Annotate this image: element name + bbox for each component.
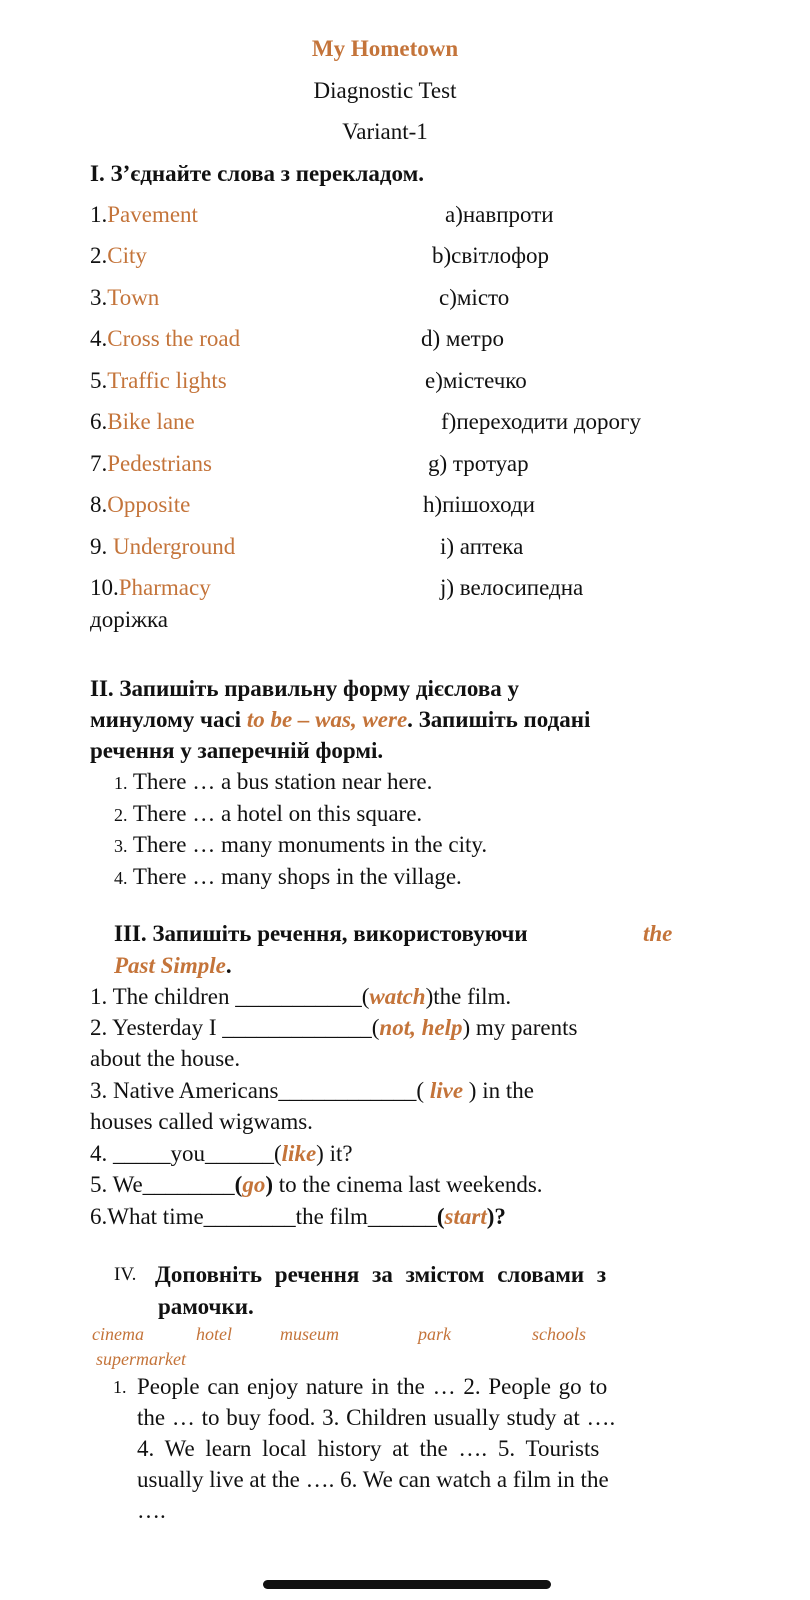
section-3-heading-line1: III. Запишіть речення, використовуючи <box>114 921 528 946</box>
word-item: 5.Traffic lights <box>90 368 227 393</box>
translation-item: h)пішоходи <box>423 492 535 517</box>
word-box-item: supermarket <box>96 1349 186 1369</box>
word-item: 2.City <box>90 243 147 268</box>
word-item: 3.Town <box>90 285 160 310</box>
exercise-sentence: 6.What time________the film______(start)? <box>90 1204 506 1229</box>
section-3-heading-em: the <box>643 921 673 946</box>
exercise-sentence: 1. The children ___________(watch)the film. <box>90 984 512 1009</box>
word-box-item: hotel <box>196 1324 232 1344</box>
paragraph-number: 1. <box>113 1377 127 1397</box>
translation-wrap: доріжка <box>90 607 169 632</box>
section-4-number: IV. <box>114 1264 137 1285</box>
word-item: 9. Underground <box>90 534 236 559</box>
word-item: 1.Pavement <box>90 202 198 227</box>
translation-item: e)містечко <box>425 368 527 393</box>
word-item: 6.Bike lane <box>90 409 195 434</box>
paragraph-line: the … to buy food. 3. Children usually study at …. <box>137 1405 616 1430</box>
exercise-sentence: 3. Native Americans____________( live ) in the <box>90 1078 534 1103</box>
word-box-item: museum <box>280 1324 339 1344</box>
exercise-sentence: 4. _____you______(like) it? <box>90 1141 353 1166</box>
paragraph-line: 4. We learn local history at the …. 5. Tourists <box>137 1436 600 1461</box>
word-item: 10.Pharmacy <box>90 575 211 600</box>
paragraph-line: People can enjoy nature in the … 2. People go to <box>137 1374 608 1399</box>
word-box-item: park <box>418 1324 451 1344</box>
word-item: 7.Pedestrians <box>90 451 213 476</box>
document-title: My Hometown <box>311 36 459 61</box>
word-box-item: cinema <box>92 1324 144 1344</box>
exercise-sentence: 5. We________(go) to the cinema last weekends. <box>90 1172 543 1197</box>
variant-label: Variant-1 <box>342 119 428 144</box>
section-4-heading-line1: Доповніть речення за змістом словами з <box>155 1262 607 1287</box>
list-item: 2. There … a hotel on this square. <box>114 801 423 826</box>
section-3-heading-line2: Past Simple. <box>114 953 232 978</box>
word-item: 8.Opposite <box>90 492 191 517</box>
word-item: 4.Cross the road <box>90 326 241 351</box>
section-2-heading-line3: речення у заперечній формі. <box>90 738 384 763</box>
home-indicator[interactable] <box>263 1580 551 1589</box>
exercise-sentence: 2. Yesterday I _____________(not, help) my parents <box>90 1015 578 1040</box>
list-item: 3. There … many monuments in the city. <box>114 832 488 857</box>
paragraph-line: usually live at the …. 6. We can watch a film in the <box>137 1467 609 1492</box>
paragraph-line: …. <box>137 1498 166 1523</box>
translation-item: c)місто <box>439 285 510 310</box>
section-2-heading-line1: II. Запишіть правильну форму дієслова у <box>90 676 519 701</box>
section-2-heading-line2: минулому часі to be – was, were. Запишіть подані <box>90 707 591 732</box>
exercise-sentence-wrap: houses called wigwams. <box>90 1109 313 1134</box>
list-item: 4. There … many shops in the village. <box>114 864 462 889</box>
translation-item: j) велосипедна <box>440 575 584 600</box>
section-4-heading-line2: рамочки. <box>158 1294 254 1319</box>
translation-item: f)переходити дорогу <box>441 409 641 434</box>
translation-item: d) метро <box>421 326 505 351</box>
translation-item: g) тротуар <box>428 451 529 476</box>
exercise-sentence-wrap: about the house. <box>90 1046 241 1071</box>
section-1-heading: I. З’єднайте слова з перекладом. <box>90 161 425 186</box>
document-subtitle: Diagnostic Test <box>313 78 457 103</box>
list-item: 1. There … a bus station near here. <box>114 769 433 794</box>
translation-item: b)світлофор <box>432 243 549 268</box>
translation-item: i) аптека <box>440 534 524 559</box>
translation-item: a)навпроти <box>445 202 554 227</box>
word-box-item: schools <box>532 1324 586 1344</box>
